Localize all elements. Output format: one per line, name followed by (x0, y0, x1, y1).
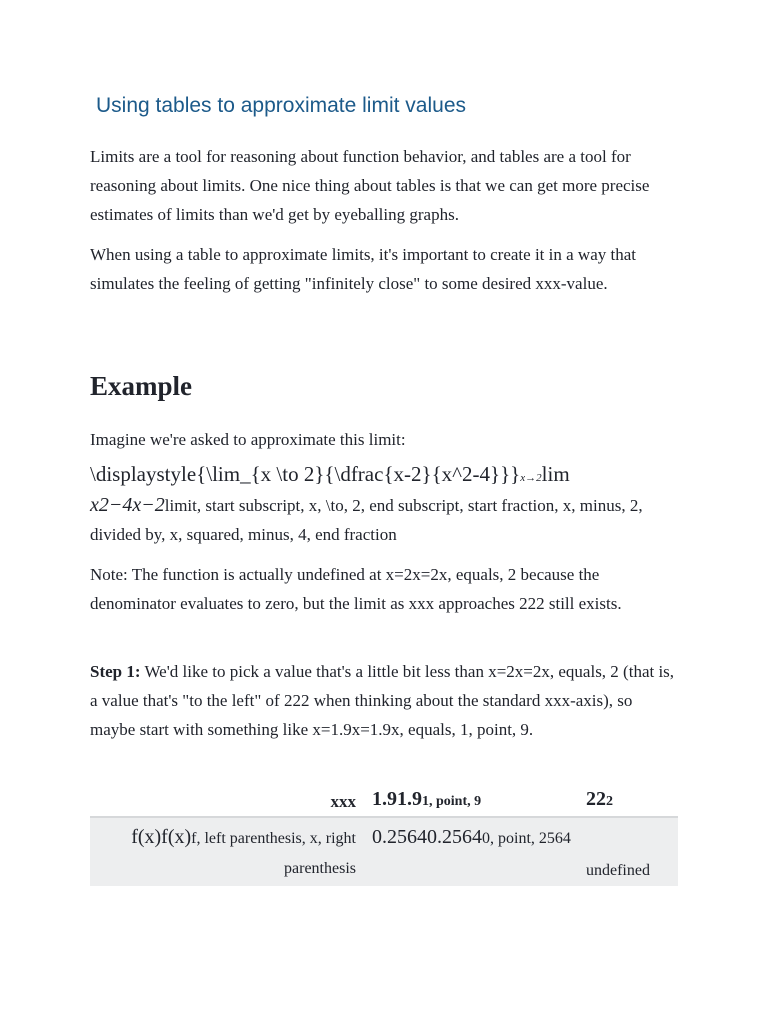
imagine-paragraph: Imagine we're asked to approximate this limit: (90, 430, 406, 449)
table-header-row (90, 782, 678, 818)
limit-fraction-rendered: x2−4x−2 (90, 494, 165, 516)
limit-latex-source: \displaystyle{\lim_{x \to 2}{\dfrac{x-2}{x^2-4}}} (90, 462, 521, 486)
table-fx-value-1-text: 0, point, 2564 (482, 830, 571, 847)
table-header-value-2-small: 2 (606, 794, 613, 809)
table-header-x: xxx (330, 792, 356, 811)
intro-paragraph-1: Limits are a tool for reasoning about function behavior, and tables are a tool for reasoning about limits. One nice thing about tables is that we can get more precise estimates of limits than we'd get by eyeballing graphs. (90, 147, 650, 224)
table-row (90, 818, 678, 886)
table-fx-value-1-big: 0.25640.2564 (372, 826, 482, 848)
limit-lim: lim (541, 462, 570, 486)
limit-spoken-text: limit, start subscript, x, \to, 2, end subscript, start fraction, x, minus, 2, divided by, x, squared, minus, 4, end fraction (90, 496, 643, 544)
limit-expression-description (90, 491, 680, 549)
table-fx-label-text: f, left parenthesis, x, right parenthesis (191, 830, 356, 877)
table-fx-value-2: undefined (586, 862, 650, 879)
table-fx-value-1 (372, 822, 572, 854)
intro-paragraph-2: When using a table to approximate limits, it's important to create it in a way that simulates the feeling of getting "infinitely close" to some desired xxx-value. (90, 245, 636, 293)
step1-label: Step 1: (90, 662, 141, 681)
page-title: Using tables to approximate limit values (96, 94, 467, 117)
table-header-value-1-small: 1, point, 9 (422, 794, 482, 809)
step1-paragraph (90, 657, 680, 744)
values-table (90, 782, 678, 886)
table-fx-label (106, 822, 356, 884)
limit-subscript: x→2 (520, 472, 542, 484)
table-fx-label-big: f(x)f(x) (131, 826, 192, 848)
table-header-value-1 (372, 788, 481, 811)
note-paragraph: Note: The function is actually undefined at x=2x=2x, equals, 2 because the denominator evaluates to zero, but the limit as xxx approaches 222 still exists. (90, 565, 622, 613)
table-header-value-2-big: 22 (586, 788, 606, 810)
table-header-value-1-big: 1.91.9 (372, 788, 422, 810)
step1-text: We'd like to pick a value that's a little bit less than x=2x=2x, equals, 2 (that is, a value that's "to the left" of 222 when thinking about the standard xxx-axis), so maybe start with something like x=1.9x=1.9x, equals, 1, point, 9. (90, 662, 675, 739)
table-header-value-2 (586, 788, 613, 811)
limit-expression (90, 457, 680, 495)
example-heading: Example (90, 371, 193, 401)
